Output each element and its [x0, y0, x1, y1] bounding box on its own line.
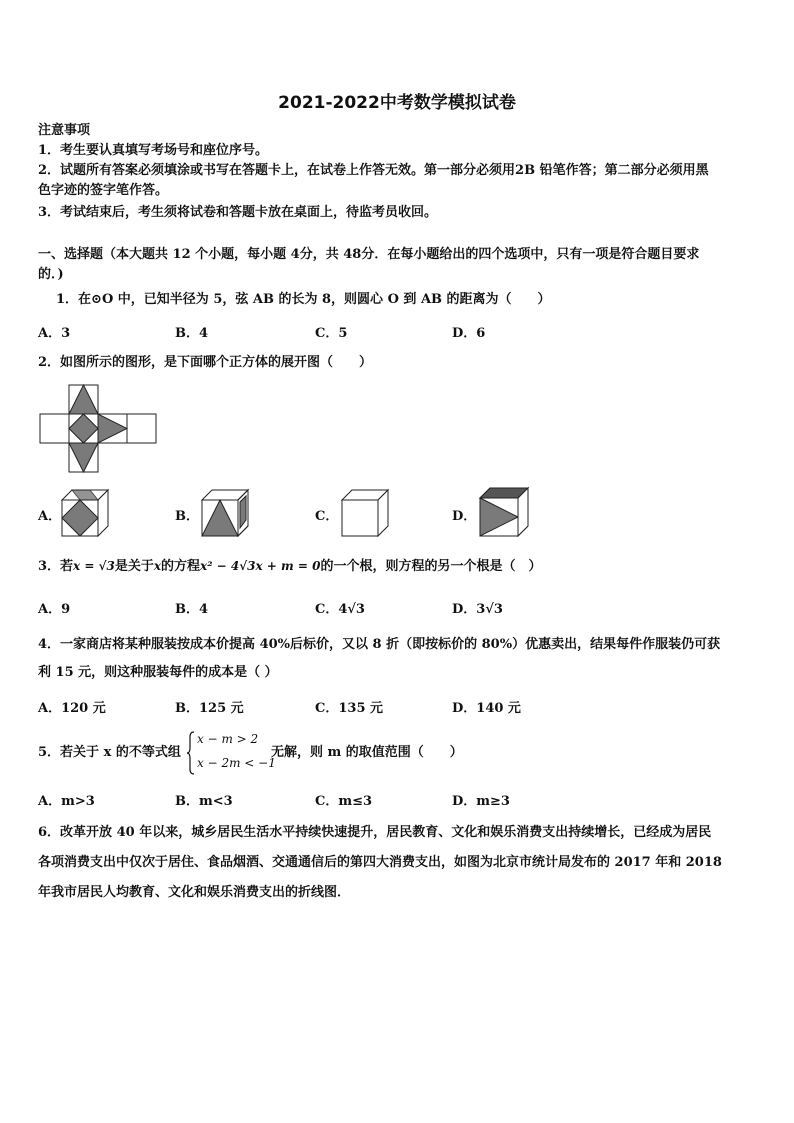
section-heading-cont: 的．) — [38, 267, 64, 282]
q5-option-d[interactable]: D．m≥3 — [452, 794, 510, 809]
page-title: 2021-2022中考数学模拟试卷 — [278, 93, 516, 113]
q2-option-d[interactable]: D． — [452, 509, 477, 524]
q3-option-b[interactable]: B．4 — [175, 602, 209, 617]
question-4-stem-cont: 利 15 元，则这种服装每件的成本是（ ） — [38, 665, 278, 680]
section-heading: 一、选择题（本大题共 12 个小题，每小题 4分，共 48分．在每小题给出的四个选项中，只有一项是符合题目要求 — [38, 247, 700, 262]
q3-option-d[interactable]: D．3√3 — [452, 602, 503, 617]
q1-option-d[interactable]: D．6 — [452, 326, 486, 341]
cube-c-icon[interactable] — [342, 490, 390, 536]
q1-option-b[interactable]: B．4 — [175, 326, 209, 341]
question-5-stem-post: 无解，则 m 的取值范围（ ） — [271, 745, 463, 760]
notice-item-1: 1．考生要认真填写考场号和座位序号。 — [38, 143, 269, 158]
q4-option-b[interactable]: B．125 元 — [175, 701, 244, 716]
brace-icon — [187, 731, 195, 775]
question-2-stem: 2．如图所示的图形，是下面哪个正方体的展开图（ ） — [38, 355, 373, 370]
cube-d-icon[interactable] — [480, 488, 530, 536]
q4-option-a[interactable]: A．120 元 — [38, 701, 106, 716]
q3-option-a[interactable]: A．9 — [38, 602, 71, 617]
q4-option-d[interactable]: D．140 元 — [452, 701, 521, 716]
question-3-stem: 3．若x = √3是关于x的方程x² − 4√3x + m = 0的一个根，则方程的另一个根是（ ） — [38, 559, 542, 574]
cube-b-icon[interactable] — [202, 490, 250, 536]
q5-option-b[interactable]: B．m<3 — [175, 794, 233, 809]
q3-equation: x² − 4√3x + m = 0 — [200, 559, 321, 573]
notice-item-2-cont: 色字迹的签字笔作答。 — [38, 183, 169, 198]
question-4-stem: 4．一家商店将某种服装按成本价提高 40%后标价，又以 8 折（即按标价的 80%）优惠卖出，结果每件作服装仍可获 — [38, 637, 721, 652]
notice-item-2: 2．试题所有答案必须填涂或书写在答题卡上，在试卷上作答无效。第一部分必须用2B 铅笔作答；第二部分必须用黑 — [38, 163, 709, 178]
question-6-stem-cont-2: 年我市居民人均教育、文化和娱乐消费支出的折线图． — [38, 885, 351, 900]
q5-inequality-1: x − m > 2 — [197, 732, 259, 746]
cube-a-icon[interactable] — [62, 490, 110, 536]
question-5-stem-pre: 5．若关于 x 的不等式组 — [38, 745, 181, 760]
cube-net-figure — [40, 385, 156, 472]
question-6-stem: 6．改革开放 40 年以来，城乡居民生活水平持续快速提升，居民教育、文化和娱乐消费支出持续增长，已经成为居民 — [38, 825, 712, 840]
q1-option-c[interactable]: C．5 — [315, 326, 348, 341]
q3-condition: x = √3 — [73, 559, 115, 573]
notice-heading: 注意事项 — [38, 123, 91, 138]
q2-option-c[interactable]: C． — [315, 509, 339, 524]
q2-option-a[interactable]: A． — [38, 509, 62, 524]
question-6-stem-cont-1: 各项消费支出中仅次于居住、食品烟酒、交通通信后的第四大消费支出，如图为北京市统计局发布的 2017 年和 2018 — [38, 855, 722, 870]
q3-option-c[interactable]: C．4√3 — [315, 602, 365, 617]
q4-option-c[interactable]: C．135 元 — [315, 701, 384, 716]
q2-option-b[interactable]: B． — [175, 509, 199, 524]
q5-option-a[interactable]: A．m>3 — [38, 794, 95, 809]
q1-option-a[interactable]: A．3 — [38, 326, 71, 341]
question-1-stem: 1．在⊙O 中，已知半径为 5，弦 AB 的长为 8，则圆心 O 到 AB 的距离为（ ） — [56, 292, 551, 307]
q5-option-c[interactable]: C．m≤3 — [315, 794, 373, 809]
q5-inequality-2: x − 2m < −1 — [197, 756, 276, 770]
notice-item-3: 3．考试结束后，考生须将试卷和答题卡放在桌面上，待监考员收回。 — [38, 205, 438, 220]
